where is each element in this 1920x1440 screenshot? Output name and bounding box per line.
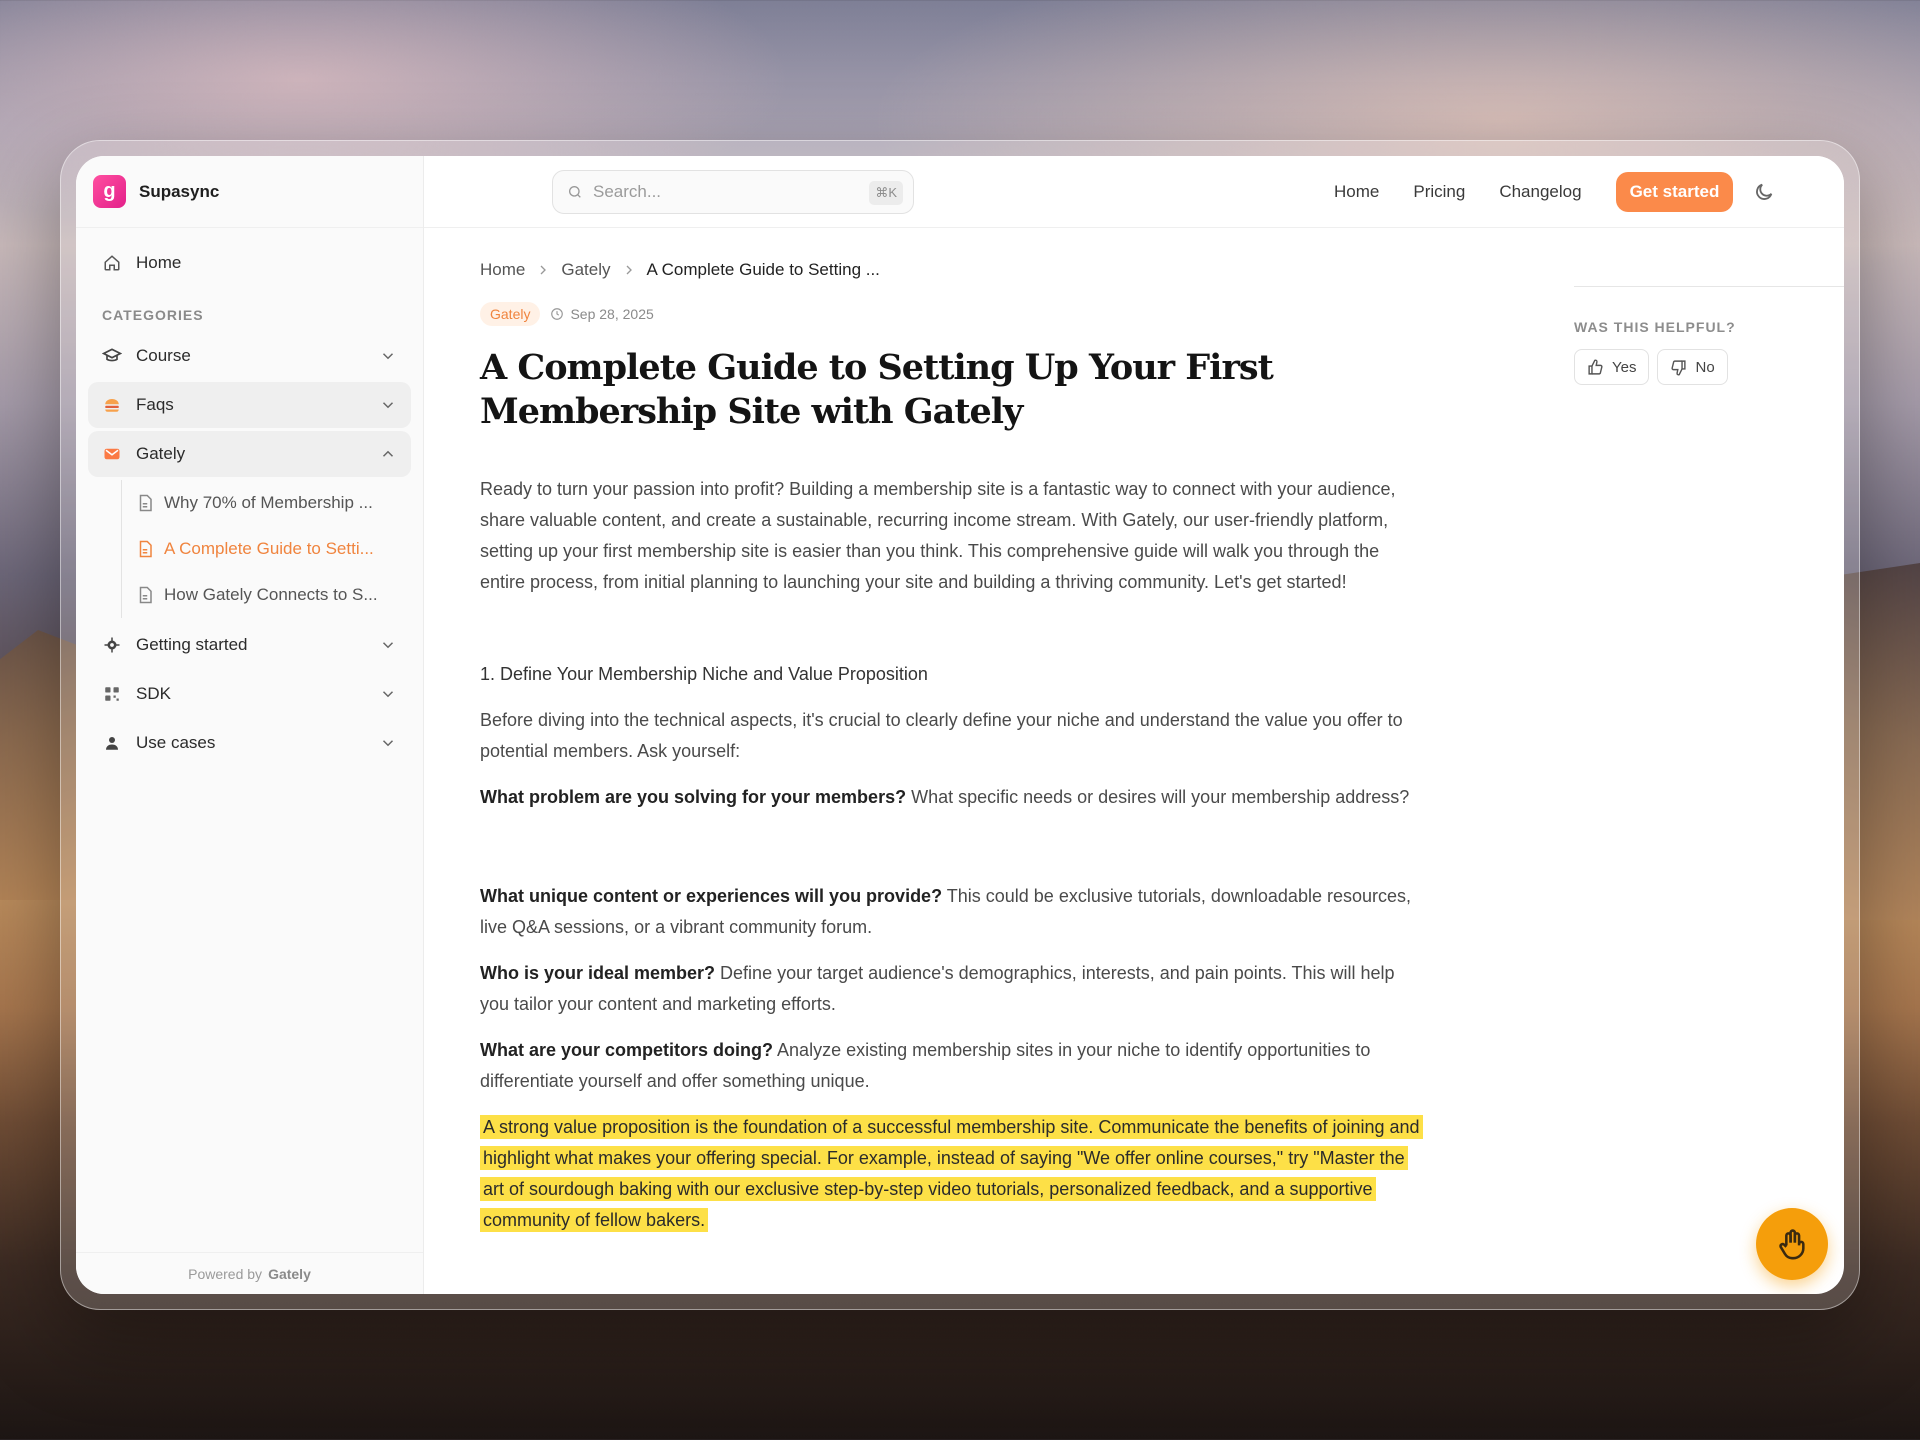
feedback-panel [1574, 286, 1844, 385]
breadcrumb-gately[interactable]: Gately [561, 260, 611, 279]
sidebar-item-faqs[interactable] [88, 382, 411, 428]
question-paragraph [480, 1035, 1420, 1097]
chevron-right-icon [535, 262, 551, 278]
app-window [76, 156, 1844, 1294]
top-nav [1334, 156, 1775, 228]
nav-changelog-link[interactable]: Changelog [1499, 182, 1582, 201]
chevron-down-icon[interactable] [379, 636, 397, 654]
question-text: What specific needs or desires will your membership address? [906, 787, 1410, 807]
category-tag[interactable]: Gately [480, 302, 540, 326]
highlighted-text: A strong value proposition is the foundation of a successful membership site. Communicate the benefits of joining and highlight what makes your offering special. For example, instead of saying "We offer online courses," try "Master the art of sourdough baking with our exclusive step-by-step video tutorials, personalized feedback, and a supportive community of fellow bakers. [480, 1115, 1423, 1232]
moon-icon[interactable] [1753, 181, 1775, 203]
question-text: Analyze existing membership sites in your niche to identify opportunities to differentiate yourself and offer something unique. [480, 1040, 1371, 1091]
categories-heading: CATEGORIES [102, 307, 204, 323]
search-icon [567, 184, 583, 200]
sidebar-item-label: Use cases [136, 733, 216, 752]
question-paragraph [480, 782, 1420, 813]
divider [1574, 286, 1844, 287]
search-input[interactable] [552, 170, 914, 214]
chevron-up-icon[interactable] [379, 445, 397, 463]
sidebar-item-gately[interactable] [88, 431, 411, 477]
chevron-down-icon[interactable] [379, 347, 397, 365]
document-icon [136, 586, 154, 604]
chevron-right-icon [621, 262, 637, 278]
no-button[interactable] [1657, 349, 1727, 385]
gear-icon [102, 635, 122, 655]
question-bold: What unique content or experiences will you provide? [480, 886, 943, 906]
feedback-buttons [1574, 349, 1844, 385]
nav-pricing-link[interactable]: Pricing [1413, 182, 1466, 201]
brand[interactable] [76, 156, 423, 228]
mail-icon [102, 444, 122, 464]
sidebar-article-label: A Complete Guide to Setti... [164, 539, 374, 558]
search-shortcut: ⌘K [869, 181, 903, 205]
chevron-down-icon[interactable] [379, 685, 397, 703]
burger-icon [102, 395, 122, 415]
intro-paragraph: Ready to turn your passion into profit? Building a membership site is a fantastic way to connect with your audience, share valuable content, and create a sustainable, recurring income stream. With Gately, our user-friendly platform, setting up your first membership site is easier than you think. This comprehensive guide will walk you through the entire process, from initial planning to launching your site and building a thriving community. Let's get started! [480, 479, 1396, 592]
sidebar-item-label: Getting started [136, 635, 248, 654]
question-bold: What are your competitors doing? [480, 1040, 774, 1060]
clock-icon [550, 307, 564, 321]
feedback-label: WAS THIS HELPFUL? [1574, 319, 1736, 335]
date-text: Sep 28, 2025 [570, 306, 654, 322]
document-icon [136, 494, 154, 512]
breadcrumb-home[interactable]: Home [480, 260, 526, 279]
powered-by-label: Powered by [188, 1265, 263, 1282]
sidebar-item-getting-started[interactable] [88, 622, 411, 668]
yes-label: Yes [1612, 358, 1637, 376]
section-heading: 1. Define Your Membership Niche and Value Proposition [480, 664, 928, 684]
question-text: This could be exclusive tutorials, downloadable resources, live Q&A sessions, or a vibrant community forum. [480, 886, 1412, 937]
sidebar-item-label: Gately [136, 444, 186, 463]
sidebar-item-home[interactable] [88, 240, 411, 286]
thumbs-up-icon [1587, 359, 1604, 376]
sidebar-item-label: Faqs [136, 395, 174, 414]
no-label: No [1695, 358, 1715, 376]
sidebar-article-label: Why 70% of Membership ... [164, 493, 373, 512]
question-bold: Who is your ideal member? [480, 963, 716, 983]
powered-by-name: Gately [268, 1265, 311, 1282]
brand-name: Supasync [139, 181, 220, 201]
nav-home-link[interactable]: Home [1334, 182, 1380, 201]
article-body [480, 474, 1420, 1251]
sidebar-item-label: Home [136, 253, 182, 272]
sidebar-item-label: SDK [136, 684, 171, 703]
top-bar [424, 156, 1844, 228]
qr-grid-icon [102, 684, 122, 704]
chevron-down-icon[interactable] [379, 734, 397, 752]
article-date [550, 306, 653, 322]
sidebar-item-label: Course [136, 346, 191, 365]
breadcrumb-current: A Complete Guide to Setting ... [646, 260, 880, 279]
brand-logo: g [93, 175, 126, 208]
page-title: A Complete Guide to Setting Up Your First Membership Site with Gately [480, 347, 1273, 432]
highlighted-paragraph [480, 1112, 1420, 1236]
article-meta [480, 302, 654, 326]
question-bold: What problem are you solving for your members? [480, 787, 907, 807]
sidebar-nav [76, 228, 423, 766]
help-chat-button[interactable] [1756, 1208, 1828, 1280]
get-started-button[interactable]: Get started [1616, 172, 1734, 212]
sidebar-article-membership[interactable] [136, 480, 411, 526]
breadcrumb [480, 260, 880, 280]
main-content [424, 228, 1844, 1294]
waving-hand-icon [1775, 1227, 1809, 1261]
sidebar-article-label: How Gately Connects to S... [164, 585, 378, 604]
yes-button[interactable] [1574, 349, 1649, 385]
question-text: Define your target audience's demographics, interests, and pain points. This will help you tailor your content and marketing efforts. [480, 963, 1395, 1014]
paragraph: Before diving into the technical aspects, it's crucial to clearly define your niche and understand the value you offer to potential members. Ask yourself: [480, 710, 1403, 761]
sidebar-item-use-cases[interactable] [88, 720, 411, 766]
sidebar-article-complete-guide[interactable] [136, 526, 411, 572]
sidebar-item-sdk[interactable] [88, 671, 411, 717]
document-icon [136, 540, 154, 558]
thumbs-down-icon [1670, 359, 1687, 376]
sidebar [76, 156, 424, 1294]
question-paragraph [480, 881, 1420, 943]
search-placeholder: Search... [593, 182, 662, 201]
user-icon [102, 733, 122, 753]
chevron-down-icon[interactable] [379, 396, 397, 414]
gately-article-list [121, 480, 411, 618]
home-icon [102, 253, 122, 273]
sidebar-article-connects[interactable] [136, 572, 411, 618]
powered-by[interactable] [76, 1252, 423, 1294]
question-paragraph [480, 958, 1420, 1020]
sidebar-item-course[interactable] [88, 333, 411, 379]
graduation-cap-icon [102, 346, 122, 366]
